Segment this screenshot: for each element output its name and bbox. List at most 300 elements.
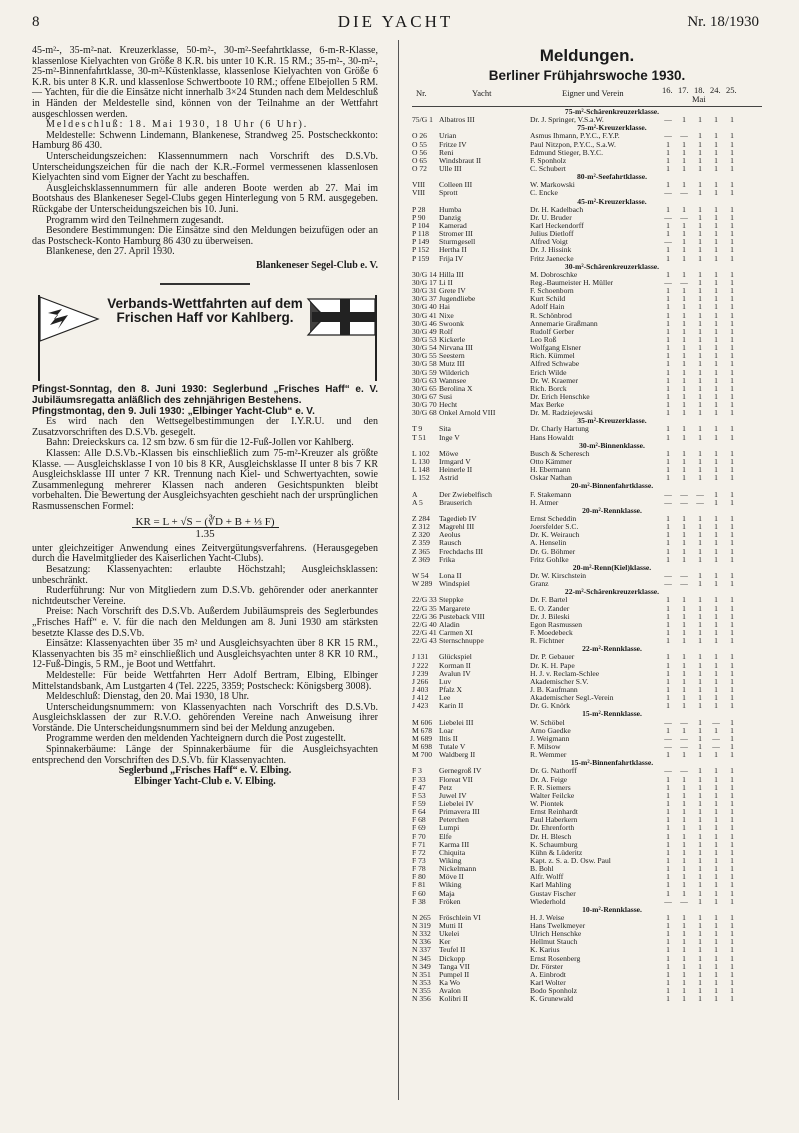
sail-number: M 689 — [412, 733, 433, 743]
yacht-name: Sprott — [439, 189, 458, 198]
day-25: 1 — [730, 286, 734, 296]
day-24: 1 — [714, 408, 718, 418]
yacht-name: Stromer III — [439, 230, 473, 239]
day-16: 1 — [666, 367, 670, 377]
issue-number: Nr. 18/1930 — [687, 14, 759, 30]
day-17: 1 — [682, 163, 686, 173]
day-24: 1 — [714, 782, 718, 792]
owner-club: K. Grunewald — [530, 995, 574, 1004]
day-17: 1 — [682, 888, 686, 898]
day-17: 1 — [682, 961, 686, 971]
day-18: 1 — [698, 546, 702, 556]
owner-club: Max Berke — [530, 401, 564, 410]
day-16: — — [664, 896, 672, 906]
day-16: 1 — [666, 204, 670, 214]
day-25: 1 — [730, 359, 734, 369]
day-16: 1 — [666, 383, 670, 393]
sail-number: N 355 — [412, 986, 431, 996]
yacht-name: Ukelei — [439, 930, 460, 939]
sail-number: M 698 — [412, 741, 433, 751]
table-row — [412, 653, 762, 661]
day-17: 1 — [682, 302, 686, 312]
table-row — [412, 434, 762, 442]
table-row — [412, 873, 762, 881]
day-17: 1 — [682, 847, 686, 857]
day-16: 1 — [666, 945, 670, 955]
yacht-name: Colleen III — [439, 181, 473, 190]
col-eigner: Eigner und Verein — [562, 88, 624, 98]
yacht-name: Kolibri II — [439, 995, 468, 1004]
day-17: 1 — [682, 139, 686, 149]
yacht-name: Brauserich — [439, 498, 472, 507]
day-16: 1 — [666, 912, 670, 922]
day-17: 1 — [682, 457, 686, 467]
day-24: 1 — [714, 953, 718, 963]
sail-number: 22/G 36 — [412, 611, 437, 621]
day-24: 1 — [714, 220, 718, 230]
paragraph: Meldestelle: Für beide Wettfahrten Herr Adolf Bertram, Elbing, Elbinger Mittelstandsbank, Am Lustgarten 4 (Tel. 2225, 3359; Postscheck: Königsberg 3008). — [32, 669, 378, 692]
owner-club: Dr. W. Kirschstein — [530, 572, 587, 581]
day-25: 1 — [730, 912, 734, 922]
day-24: 1 — [714, 668, 718, 678]
owner-club: Rich. Borck — [530, 384, 567, 393]
day-17: 1 — [682, 790, 686, 800]
day-24: 1 — [714, 676, 718, 686]
sail-number: 22/G 35 — [412, 603, 437, 613]
day-25: 1 — [730, 823, 734, 833]
day-25: 1 — [730, 530, 734, 540]
table-row — [412, 686, 762, 694]
day-25: 1 — [730, 961, 734, 971]
table-row — [412, 466, 762, 474]
day-24: 1 — [714, 253, 718, 263]
day-16: 1 — [666, 603, 670, 613]
day-16: 1 — [666, 693, 670, 703]
day-24: 1 — [714, 245, 718, 255]
sail-number: Z 359 — [412, 538, 430, 548]
day-16: — — [664, 497, 672, 507]
yacht-name: Möwe — [439, 449, 459, 458]
owner-club: H. J. v. Reclam-Schlee — [530, 669, 600, 678]
table-row — [412, 214, 762, 222]
day-25: 1 — [730, 302, 734, 312]
day-18: 1 — [698, 318, 702, 328]
table-row — [412, 621, 762, 629]
owner-club: Dr. U. Bruder — [530, 213, 572, 222]
sail-number: F 3 — [412, 766, 422, 776]
day-18: 1 — [698, 855, 702, 865]
day-18: 1 — [698, 432, 702, 442]
day-17: 1 — [682, 912, 686, 922]
table-row — [412, 881, 762, 889]
day-25: 1 — [730, 343, 734, 353]
day-17: 1 — [682, 815, 686, 825]
day-17: 1 — [682, 554, 686, 564]
day-25: 1 — [730, 611, 734, 621]
yacht-name: Rausch — [439, 539, 462, 548]
paragraph: Einsätze: Klassenyachten über 35 m² und Ausgleichsyachten über 8 KR 15 RM., Klassenyachten bis 35 m² einschließlich und Ausgleichsyachten unter 8 KR 10 RM., 12-Fuß-Dingis, 5 RM., je Boot und Wettfahrt. — [32, 638, 378, 671]
day-17: 1 — [682, 929, 686, 939]
day-16: 1 — [666, 652, 670, 662]
col-day: 24. — [710, 85, 721, 95]
sail-number: N 332 — [412, 929, 431, 939]
day-25: 1 — [730, 676, 734, 686]
sail-number: P 152 — [412, 245, 430, 255]
sail-number: 22/G 43 — [412, 636, 437, 646]
owner-club: Gustav Fischer — [530, 889, 576, 898]
owner-club: Dr. J. Hissink — [530, 246, 572, 255]
day-16: 1 — [666, 245, 670, 255]
class-heading: 15-m²-Binnenfahrtklasse. — [570, 758, 654, 768]
day-18: 1 — [698, 929, 702, 939]
day-16: 1 — [666, 929, 670, 939]
day-18: 1 — [698, 652, 702, 662]
yacht-name: Pfalz X — [439, 685, 462, 694]
day-17: 1 — [682, 286, 686, 296]
day-18: 1 — [698, 603, 702, 613]
table-row — [412, 279, 762, 287]
sail-number: P 28 — [412, 204, 426, 214]
owner-club: C. Encke — [530, 189, 558, 198]
day-18: 1 — [698, 188, 702, 198]
class-heading: 20-m²-Binnenfahrtklasse. — [570, 481, 654, 491]
day-16: 1 — [666, 855, 670, 865]
table-row — [412, 230, 762, 238]
day-16: 1 — [666, 424, 670, 434]
table-row — [412, 515, 762, 523]
sail-number: J 412 — [412, 693, 429, 703]
day-24: 1 — [714, 318, 718, 328]
day-16: 1 — [666, 798, 670, 808]
day-18: 1 — [698, 286, 702, 296]
paragraph: Unterscheidungsnummern: von Klassenyachten nach Vorschrift des D.S.Vb. Ausgleichsklassen der zur R.V.O. gehörenden Vereine nach Anweisung ihrer Vorstände. Die Unterscheidungsnummern sind bei der Meldung anzugeben. — [32, 701, 378, 734]
yacht-name: Jugendliebe — [439, 295, 476, 304]
sail-number: 30/G 55 — [412, 351, 437, 361]
day-18: 1 — [698, 579, 702, 589]
day-25: 1 — [730, 351, 734, 361]
day-24: 1 — [714, 823, 718, 833]
sail-number: P 104 — [412, 220, 430, 230]
yacht-name: Petz — [439, 783, 453, 792]
day-25: 1 — [730, 684, 734, 694]
table-row — [412, 222, 762, 230]
day-25: 1 — [730, 831, 734, 841]
day-16: — — [664, 489, 672, 499]
yacht-name: Teufel II — [439, 946, 466, 955]
owner-club: W. Markowski — [530, 181, 575, 190]
class-heading: 75-m²-Kreuzerklasse. — [577, 123, 647, 133]
table-row — [412, 784, 762, 792]
yacht-name: Dickopp — [439, 954, 466, 963]
day-24: 1 — [714, 188, 718, 198]
day-18: 1 — [698, 872, 702, 882]
sail-number: Z 365 — [412, 546, 430, 556]
day-17: 1 — [682, 432, 686, 442]
day-17: 1 — [682, 986, 686, 996]
day-16: 1 — [666, 334, 670, 344]
yacht-name: Floreat VII — [439, 775, 473, 784]
class-heading: 35-m²-Kreuzerklasse. — [577, 416, 647, 426]
day-17: 1 — [682, 367, 686, 377]
paragraph: 45-m²-, 35-m²-nat. Kreuzerklasse, 50-m²-, 30-m²-Seefahrtklasse, 6-m-R-Klasse, klassenlose Kielyachten von Größe 8 K.R. bis unter 10 K.R. 15 RM.; 35-m²-, 30-m²-, 25-m²-Binnenfahrtklasse, 30-m²-Küstenklasse, klassenlose Kielyachten von Größe 6 K.R. bis unter 8 K.R. und klassenlose Schwertboote 10 RM.; offene Elbejollen 5 RM. — Yachten, für die die Einsätze nicht innerhalb 3×24 Stunden nach dem Meldeschluß in Händen der Meldestelle sind, können von der Teilnahme an der Wettfahrt ausgeschlossen werden. — [32, 45, 378, 120]
day-25: 1 — [730, 701, 734, 711]
yacht-name: Maja — [439, 889, 455, 898]
table-row — [412, 865, 762, 873]
day-25: 1 — [730, 212, 734, 222]
day-25: 1 — [730, 994, 734, 1004]
day-24: 1 — [714, 530, 718, 540]
day-24: 1 — [714, 546, 718, 556]
day-16: 1 — [666, 660, 670, 670]
day-24: 1 — [714, 864, 718, 874]
day-24: 1 — [714, 180, 718, 190]
day-16: 1 — [666, 815, 670, 825]
day-25: 1 — [730, 522, 734, 532]
day-25: 1 — [730, 408, 734, 418]
day-16: 1 — [666, 864, 670, 874]
day-18: 1 — [698, 343, 702, 353]
day-16: 1 — [666, 310, 670, 320]
day-24: 1 — [714, 212, 718, 222]
paragraph: Unterscheidungszeichen: Klassennummern nach Vorschrift des D.S.Vb. Unterscheidungszeichen für die nach der K.R.-Formel vermessenen klassenlosen Kielyachten sind vom Eigner der Yacht zu beschaffen. — [32, 150, 378, 184]
sail-number: L 152 — [412, 473, 430, 483]
day-18: 1 — [698, 994, 702, 1004]
day-18: 1 — [698, 961, 702, 971]
day-17: 1 — [682, 204, 686, 214]
day-24: 1 — [714, 896, 718, 906]
day-24: 1 — [714, 383, 718, 393]
sail-number: F 60 — [412, 888, 426, 898]
day-16: 1 — [666, 522, 670, 532]
yacht-name: Seestern — [439, 352, 465, 361]
day-24: 1 — [714, 538, 718, 548]
day-24: 1 — [714, 554, 718, 564]
sail-number: L 102 — [412, 448, 430, 458]
owner-club: Annemarie Graßmann — [530, 319, 598, 328]
day-25: 1 — [730, 139, 734, 149]
day-25: 1 — [730, 725, 734, 735]
owner-club: H. Ebermann — [530, 466, 571, 475]
owner-club: Walter Feilcke — [530, 791, 575, 800]
owner-club: Egon Rasmussen — [530, 620, 583, 629]
formula-numerator: KR = L + √S − (∛D + B + ⅓ F) — [132, 517, 279, 529]
owner-club: Rudolf Gerber — [530, 327, 575, 336]
table-row — [412, 189, 762, 197]
owner-club: E. O. Zander — [530, 604, 570, 613]
owner-club: Dr. K. Weirauch — [530, 531, 580, 540]
day-24: 1 — [714, 432, 718, 442]
day-16: 1 — [666, 408, 670, 418]
yacht-name: Sita — [439, 425, 451, 434]
day-25: 1 — [730, 766, 734, 776]
day-24: — — [712, 741, 720, 751]
day-24: 1 — [714, 522, 718, 532]
day-16: 1 — [666, 961, 670, 971]
day-16: 1 — [666, 514, 670, 524]
day-18: 1 — [698, 131, 702, 141]
owner-club: Fritz Jaenecke — [530, 254, 574, 263]
day-18: 1 — [698, 693, 702, 703]
class-heading: 30-m²-Binnenklasse. — [579, 440, 645, 450]
paragraph: Blankenese, den 27. April 1930. — [46, 246, 175, 258]
day-16: — — [664, 188, 672, 198]
day-18: 1 — [698, 115, 702, 125]
col-yacht: Yacht — [472, 88, 492, 98]
day-18: 1 — [698, 310, 702, 320]
table-row — [412, 841, 762, 849]
day-17: 1 — [682, 294, 686, 304]
day-18: 1 — [698, 888, 702, 898]
owner-club: Granz — [530, 580, 549, 589]
day-25: 1 — [730, 375, 734, 385]
yacht-name: Frika — [439, 555, 456, 564]
table-row — [412, 596, 762, 604]
yacht-name: Primavera III — [439, 808, 480, 817]
table-row — [412, 295, 762, 303]
day-16: — — [664, 212, 672, 222]
day-18: 1 — [698, 212, 702, 222]
yacht-name: Tanga VII — [439, 962, 470, 971]
entries-table — [412, 108, 762, 1003]
day-17: — — [680, 489, 688, 499]
yacht-name: Wannsee — [439, 376, 467, 385]
yacht-name: Elfe — [439, 832, 452, 841]
sail-number: 30/G 49 — [412, 326, 437, 336]
day-16: 1 — [666, 286, 670, 296]
day-18: 1 — [698, 660, 702, 670]
table-row — [412, 238, 762, 246]
sail-number: 30/G 53 — [412, 334, 437, 344]
day-24: 1 — [714, 139, 718, 149]
day-25: 1 — [730, 294, 734, 304]
club-flag-icon — [304, 295, 378, 381]
day-18: 1 — [698, 807, 702, 817]
day-18: 1 — [698, 359, 702, 369]
day-24: 1 — [714, 619, 718, 629]
yacht-name: Aeolus — [439, 531, 461, 540]
owner-club: A. Einbrodt — [530, 970, 566, 979]
table-row — [412, 719, 762, 727]
day-17: 1 — [682, 269, 686, 279]
sail-number: T 51 — [412, 432, 426, 442]
yacht-name: Heinerle II — [439, 466, 473, 475]
owner-club: F. Schoenborn — [530, 287, 574, 296]
owner-club: Julius Dietloff — [530, 230, 574, 239]
owner-club: Hans Twelkmeyer — [530, 922, 586, 931]
day-25: 1 — [730, 864, 734, 874]
day-16: 1 — [666, 701, 670, 711]
paragraph: Meldeschluß: 18. Mai 1930, 18 Uhr (6 Uhr). — [46, 119, 309, 131]
yacht-name: Fröschlein VI — [439, 913, 481, 922]
day-17: 1 — [682, 872, 686, 882]
owner-club: K. Schaumburg — [530, 840, 578, 849]
day-24: 1 — [714, 595, 718, 605]
sail-number: W 54 — [412, 571, 429, 581]
day-17: 1 — [682, 408, 686, 418]
day-25: 1 — [730, 660, 734, 670]
table-row — [412, 548, 762, 556]
owner-club: Dr. P. Gebauer — [530, 653, 575, 662]
day-18: 1 — [698, 326, 702, 336]
yacht-name: Juwel IV — [439, 791, 467, 800]
day-16: 1 — [666, 326, 670, 336]
day-17: 1 — [682, 318, 686, 328]
table-row — [412, 580, 762, 588]
table-row — [412, 523, 762, 531]
day-18: 1 — [698, 147, 702, 157]
table-row — [412, 800, 762, 808]
day-16: 1 — [666, 432, 670, 442]
owner-club: Wiederhold — [530, 897, 566, 906]
day-24: 1 — [714, 831, 718, 841]
table-row — [412, 157, 762, 165]
day-17: 1 — [682, 530, 686, 540]
day-18: 1 — [698, 815, 702, 825]
table-row — [412, 116, 762, 124]
day-16: 1 — [666, 725, 670, 735]
sail-number: J 403 — [412, 684, 429, 694]
owner-club: Arno Gaedke — [530, 726, 571, 735]
yacht-name: Avalon — [439, 987, 461, 996]
day-17: 1 — [682, 619, 686, 629]
table-row — [412, 898, 762, 906]
day-17: 1 — [682, 969, 686, 979]
col-nr: Nr. — [416, 88, 427, 98]
day-17: 1 — [682, 391, 686, 401]
day-18: 1 — [698, 912, 702, 922]
day-18: 1 — [698, 473, 702, 483]
day-16: 1 — [666, 847, 670, 857]
day-24: 1 — [714, 375, 718, 385]
sail-number: F 38 — [412, 896, 426, 906]
day-18: 1 — [698, 163, 702, 173]
sail-number: 30/G 67 — [412, 391, 437, 401]
sail-number: 22/G 41 — [412, 628, 437, 637]
day-24: 1 — [714, 473, 718, 483]
day-25: 1 — [730, 400, 734, 410]
day-25: 1 — [730, 872, 734, 882]
day-24: 1 — [714, 807, 718, 817]
yacht-name: Rolf — [439, 327, 453, 336]
sail-number: F 70 — [412, 831, 426, 841]
owner-club: Karl Wolter — [530, 979, 566, 988]
yacht-name: Lumpi — [439, 824, 460, 833]
day-17: 1 — [682, 782, 686, 792]
owner-club: Dr. W. Kraemer — [530, 376, 579, 385]
day-24: 1 — [714, 937, 718, 947]
day-18: 1 — [698, 798, 702, 808]
sail-number: M 700 — [412, 750, 433, 760]
day-24: 1 — [714, 334, 718, 344]
day-16: 1 — [666, 294, 670, 304]
day-17: 1 — [682, 155, 686, 165]
day-17: 1 — [682, 514, 686, 524]
day-25: 1 — [730, 229, 734, 239]
sail-number: N 336 — [412, 937, 431, 947]
table-row — [412, 824, 762, 832]
yacht-name: Astrid — [439, 474, 458, 483]
rating-formula — [32, 517, 378, 540]
formula-denominator: 1.35 — [195, 528, 215, 541]
day-17: 1 — [682, 823, 686, 833]
day-16: — — [664, 131, 672, 141]
sail-number: 30/G 70 — [412, 400, 437, 410]
day-16: 1 — [666, 611, 670, 621]
day-24: 1 — [714, 424, 718, 434]
day-24: 1 — [714, 514, 718, 524]
day-17: 1 — [682, 652, 686, 662]
day-16: 1 — [666, 872, 670, 882]
